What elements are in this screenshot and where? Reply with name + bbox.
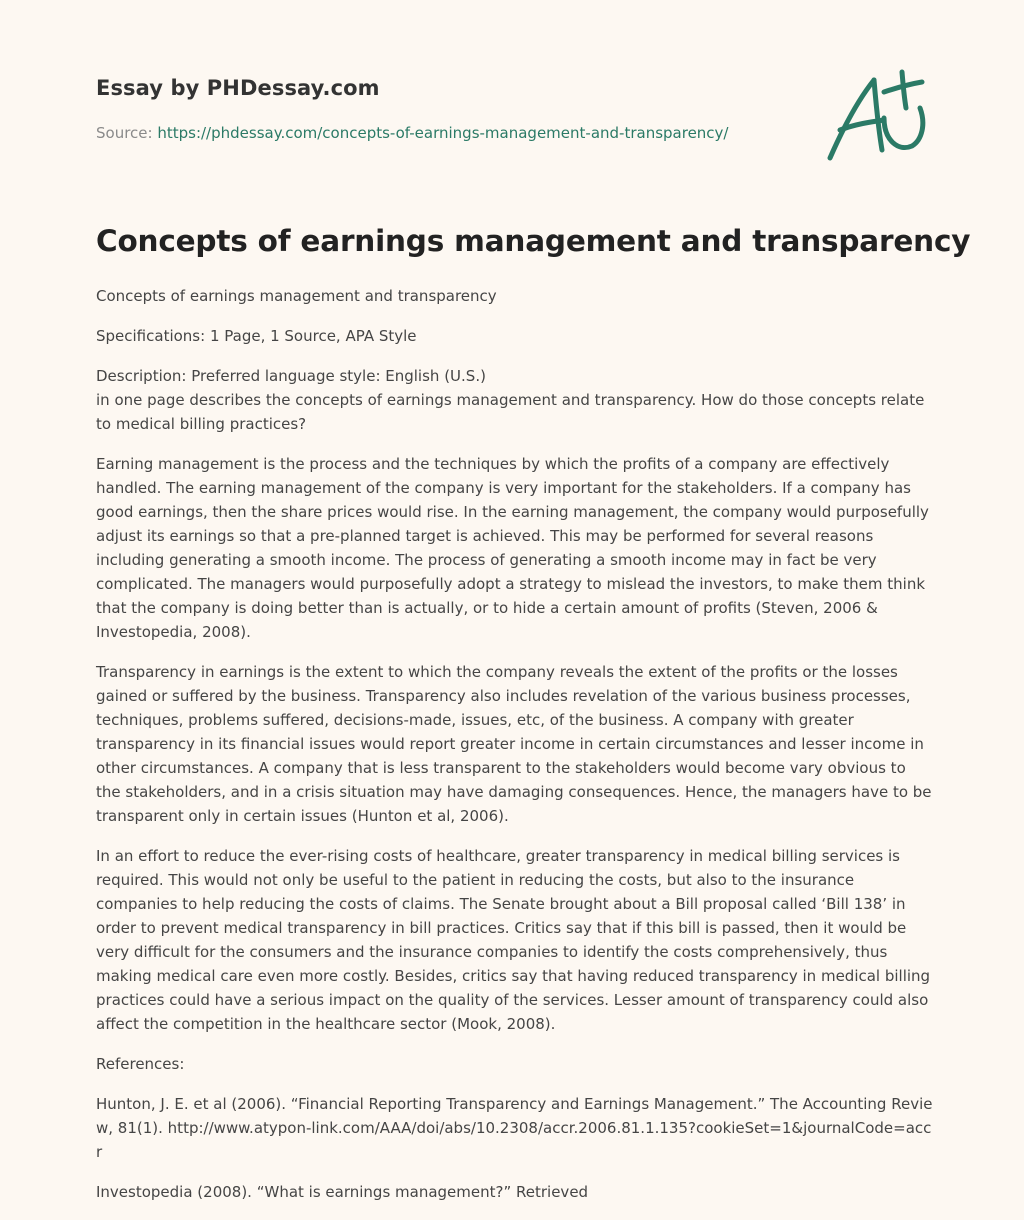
- essay-paragraph-2: Transparency in earnings is the extent to which the company reveals the extent of the profits or the losses gained or suffered by the business. Transparency also includes revelation of the various business processes, techniques, problems suffered, decisions-made, issues, etc, of the business. A company with greater transparency in its financial issues would report greater income in certain circumstances and lesser income in other circumstances. A company that is less transparent to the stakeholders would become vary obvious to the stakeholders, and in a crisis situation may have damaging consequences. Hence, the managers have to be transparent only in certain issues (Hunton et al, 2006).: [96, 663, 932, 825]
- essay-paragraph-1: Earning management is the process and the techniques by which the profits of a company are effectively handled. The earning management of the company is very important for the stakeholders. If a company has good earnings, then the share prices would rise. In the earning management, the company would purposefully adjust its earnings so that a pre-planned target is achieved. This may be performed for several reasons including generating a smooth income. The process of generating a smooth income may in fact be very complicated. The managers would purposefully adopt a strategy to mislead the investors, to make them think that the company is doing better than is actually, or to hide a certain amount of profits (Steven, 2006 & Investopedia, 2008).: [96, 455, 929, 641]
- source-label: Source:: [96, 124, 158, 142]
- essay-subtitle: Concepts of earnings management and transparency: [96, 287, 497, 305]
- essay-title: Concepts of earnings management and transparency: [96, 224, 971, 258]
- description-line-1: Description: Preferred language style: English (U.S.): [96, 367, 486, 385]
- essay-paragraph-3: In an effort to reduce the ever-rising costs of healthcare, greater transparency in medical billing services is required. This would not only be useful to the patient in reducing the costs, but also to the insurance companies to help reducing the costs of claims. The Senate brought about a Bill proposal called ‘Bill 138’ in order to prevent medical transparency in bill practices. Critics say that if this bill is passed, then it would be very difficult for the consumers and the insurance companies to identify the costs comprehensively, thus making medical care even more costly. Besides, critics say that having reduced transparency in medical billing practices could have a serious impact on the quality of the services. Lesser amount of transparency could also affect the competition in the healthcare sector (Mook, 2008).: [96, 847, 931, 1033]
- a-plus-logo-icon: [822, 64, 932, 164]
- essay-body: [96, 284, 934, 1220]
- source-link[interactable]: https://phdessay.com/concepts-of-earnings-management-and-transparency/: [157, 124, 729, 142]
- essay-description: [96, 364, 934, 436]
- description-line-2: in one page describes the concepts of earnings management and transparency. How do those concepts relate to medical billing practices?: [96, 391, 925, 433]
- essay-specifications: Specifications: 1 Page, 1 Source, APA Style: [96, 327, 417, 345]
- source-line: [96, 124, 728, 142]
- brand-title: Essay by PHDessay.com: [96, 76, 380, 100]
- references-heading: References:: [96, 1055, 185, 1073]
- reference-2: Investopedia (2008). “What is earnings management?” Retrieved: [96, 1183, 589, 1201]
- reference-1: Hunton, J. E. et al (2006). “Financial Reporting Transparency and Earnings Management.” The Accounting Review, 81(1). http://www.atypon-link.com/AAA/doi/abs/10.2308/accr.2006.81.1.135?cookieSet=1&journalCode=accr: [96, 1095, 933, 1161]
